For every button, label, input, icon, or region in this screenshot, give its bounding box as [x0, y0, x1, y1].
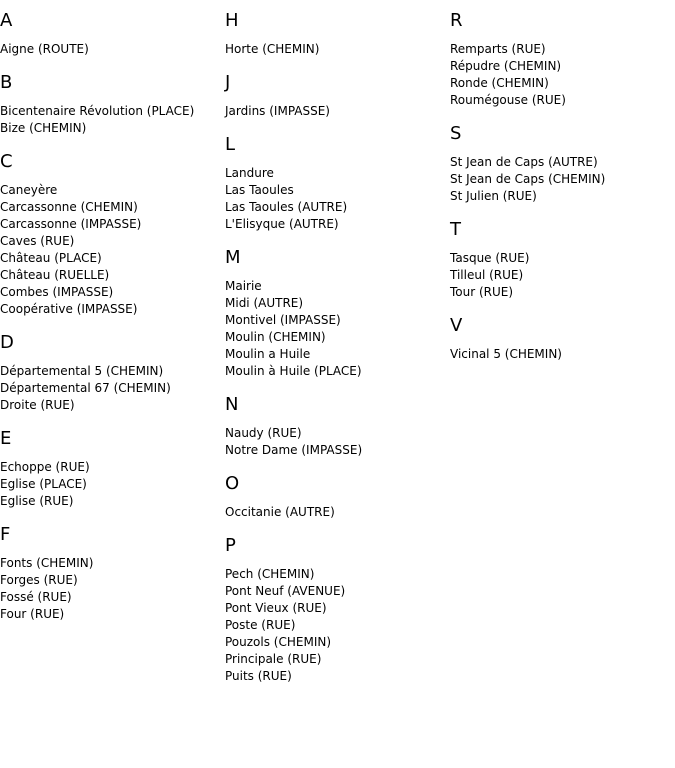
- street-link[interactable]: St Jean de Caps (CHEMIN): [450, 172, 606, 186]
- street-link[interactable]: Château (RUELLE): [0, 268, 110, 282]
- letter-section: [450, 10, 670, 109]
- section-letter-heading: O: [225, 473, 240, 494]
- street-link[interactable]: Départemental 5 (CHEMIN): [0, 364, 164, 378]
- section-letter-heading: F: [0, 524, 11, 545]
- street-link[interactable]: Pech (CHEMIN): [225, 567, 315, 581]
- street-link[interactable]: Droite (RUE): [0, 398, 75, 412]
- letter-section: [450, 123, 670, 205]
- street-link[interactable]: St Julien (RUE): [450, 189, 537, 203]
- street-link[interactable]: Tilleul (RUE): [450, 268, 524, 282]
- letter-section: [225, 394, 445, 459]
- street-link[interactable]: Echoppe (RUE): [0, 460, 90, 474]
- street-link[interactable]: Las Taoules (AUTRE): [225, 200, 348, 214]
- street-link[interactable]: Eglise (RUE): [0, 494, 74, 508]
- street-link[interactable]: Tasque (RUE): [450, 251, 530, 265]
- street-link[interactable]: Carcassonne (IMPASSE): [0, 217, 142, 231]
- street-link[interactable]: Pont Vieux (RUE): [225, 601, 327, 615]
- section-letter-heading: R: [450, 10, 463, 31]
- street-link[interactable]: Landure: [225, 166, 274, 180]
- street-link[interactable]: Principale (RUE): [225, 652, 322, 666]
- letter-section: [225, 473, 445, 521]
- street-link[interactable]: L'Elisyque (AUTRE): [225, 217, 339, 231]
- letter-section: [0, 332, 220, 414]
- section-letter-heading: H: [225, 10, 239, 31]
- street-link[interactable]: Fonts (CHEMIN): [0, 556, 94, 570]
- street-link[interactable]: Pont Neuf (AVENUE): [225, 584, 346, 598]
- street-link[interactable]: Moulin a Huile: [225, 347, 311, 361]
- street-link[interactable]: Coopérative (IMPASSE): [0, 302, 138, 316]
- letter-section: [225, 10, 445, 58]
- street-link[interactable]: Four (RUE): [0, 607, 65, 621]
- street-link[interactable]: Carcassonne (CHEMIN): [0, 200, 138, 214]
- letter-section: [0, 72, 220, 137]
- street-link[interactable]: Midi (AUTRE): [225, 296, 304, 310]
- street-link[interactable]: Eglise (PLACE): [0, 477, 87, 491]
- street-index-column-2: [225, 10, 445, 699]
- street-index-column-1: [0, 10, 220, 637]
- street-link[interactable]: Horte (CHEMIN): [225, 42, 320, 56]
- letter-section: [450, 219, 670, 301]
- street-index-column-3: [450, 10, 670, 377]
- letter-section: [225, 134, 445, 233]
- section-letter-heading: E: [0, 428, 12, 449]
- street-link[interactable]: Moulin à Huile (PLACE): [225, 364, 362, 378]
- street-link[interactable]: Puits (RUE): [225, 669, 292, 683]
- street-link[interactable]: Notre Dame (IMPASSE): [225, 443, 363, 457]
- letter-section: [0, 151, 220, 318]
- street-link[interactable]: Caneyère: [0, 183, 58, 197]
- street-link[interactable]: Montivel (IMPASSE): [225, 313, 341, 327]
- street-link[interactable]: Répudre (CHEMIN): [450, 59, 562, 73]
- street-link[interactable]: Roumégouse (RUE): [450, 93, 566, 107]
- street-link[interactable]: Château (PLACE): [0, 251, 102, 265]
- street-link[interactable]: Tour (RUE): [450, 285, 514, 299]
- street-link[interactable]: Occitanie (AUTRE): [225, 505, 335, 519]
- letter-section: [225, 535, 445, 685]
- letter-section: [0, 10, 220, 58]
- letter-section: [450, 315, 670, 363]
- street-link[interactable]: Bize (CHEMIN): [0, 121, 87, 135]
- street-link[interactable]: Fossé (RUE): [0, 590, 72, 604]
- section-letter-heading: J: [225, 72, 231, 93]
- section-letter-heading: L: [225, 134, 236, 155]
- street-link[interactable]: Las Taoules: [225, 183, 294, 197]
- letter-section: [225, 72, 445, 120]
- section-letter-heading: V: [450, 315, 463, 336]
- letter-section: [0, 428, 220, 510]
- section-letter-heading: B: [0, 72, 13, 93]
- section-letter-heading: T: [450, 219, 461, 240]
- street-link[interactable]: Aigne (ROUTE): [0, 42, 89, 56]
- section-letter-heading: M: [225, 247, 241, 268]
- section-letter-heading: A: [0, 10, 13, 31]
- section-letter-heading: N: [225, 394, 239, 415]
- street-link[interactable]: Vicinal 5 (CHEMIN): [450, 347, 562, 361]
- street-link[interactable]: Moulin (CHEMIN): [225, 330, 326, 344]
- street-link[interactable]: Caves (RUE): [0, 234, 75, 248]
- section-letter-heading: C: [0, 151, 13, 172]
- street-link[interactable]: Ronde (CHEMIN): [450, 76, 549, 90]
- street-link[interactable]: Jardins (IMPASSE): [225, 104, 330, 118]
- street-link[interactable]: Mairie: [225, 279, 262, 293]
- section-letter-heading: D: [0, 332, 14, 353]
- street-link[interactable]: St Jean de Caps (AUTRE): [450, 155, 598, 169]
- street-link[interactable]: Départemental 67 (CHEMIN): [0, 381, 171, 395]
- street-link[interactable]: Remparts (RUE): [450, 42, 546, 56]
- street-link[interactable]: Pouzols (CHEMIN): [225, 635, 332, 649]
- street-link[interactable]: Forges (RUE): [0, 573, 78, 587]
- section-letter-heading: S: [450, 123, 462, 144]
- letter-section: [225, 247, 445, 380]
- street-link[interactable]: Bicentenaire Révolution (PLACE): [0, 104, 195, 118]
- letter-section: [0, 524, 220, 623]
- street-link[interactable]: Poste (RUE): [225, 618, 296, 632]
- street-link[interactable]: Combes (IMPASSE): [0, 285, 114, 299]
- street-link[interactable]: Naudy (RUE): [225, 426, 302, 440]
- section-letter-heading: P: [225, 535, 236, 556]
